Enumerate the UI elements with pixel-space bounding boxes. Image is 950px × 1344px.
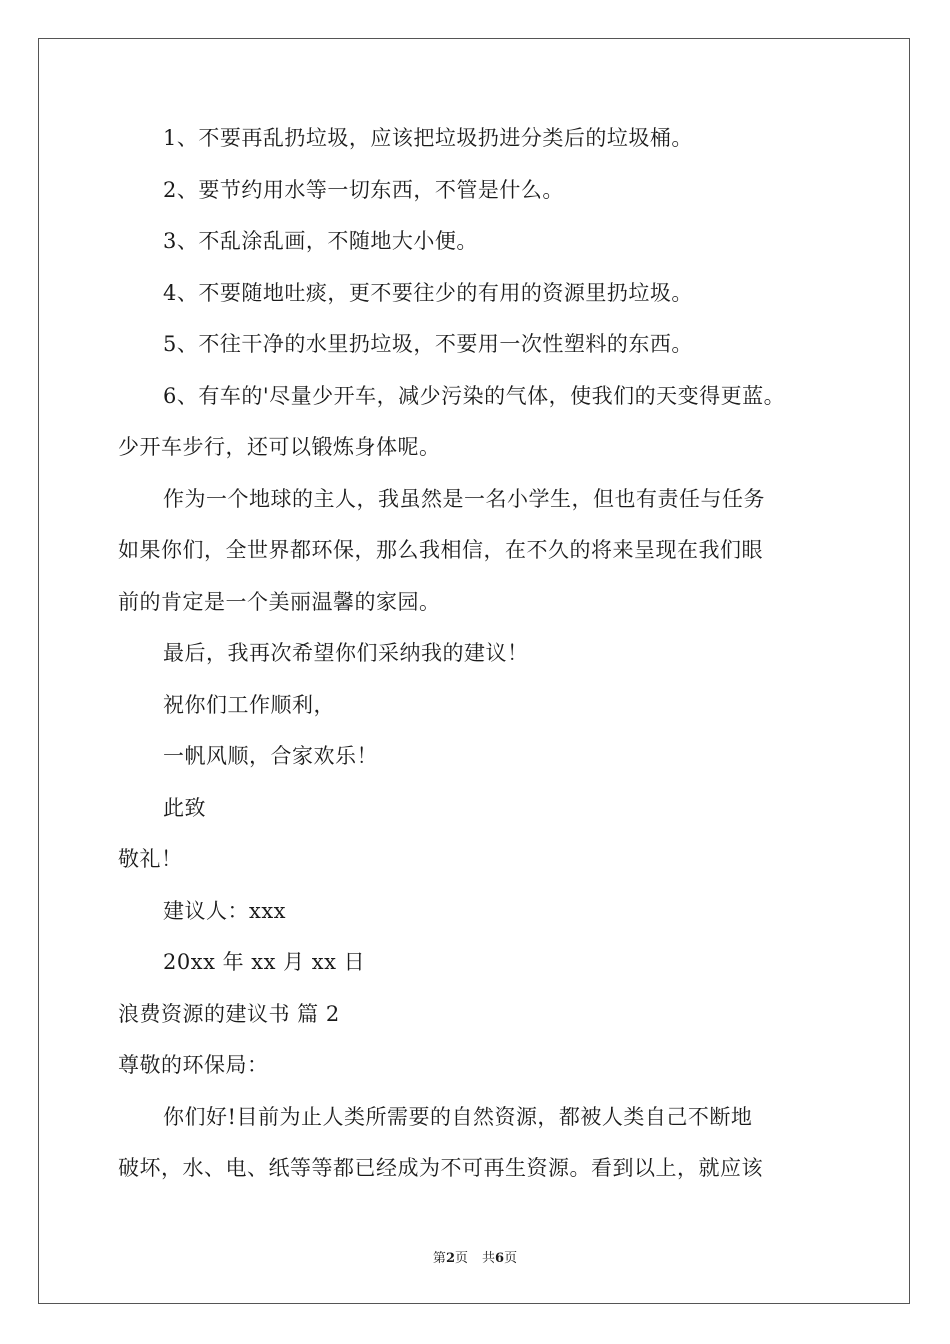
text-line: 前的肯定是一个美丽温馨的家园。 [118,589,441,614]
document-body [118,126,838,1208]
page-total: 6 [495,1251,505,1266]
page-footer [0,1247,950,1266]
text-line: 你们好!目前为止人类所需要的自然资源，都被人类自己不断地 [163,1104,753,1129]
text-line: 3、不乱涂乱画，不随地大小便。 [163,229,478,253]
text-line: 一帆风顺，合家欢乐！ [163,744,378,768]
text-line: 破坏，水、电、纸等等都已经成为不可再生资源。看到以上，就应该 [118,1156,763,1180]
section-heading: 浪费资源的建议书 篇 2 [118,1001,340,1026]
total-prefix: 共 [482,1251,496,1266]
date-line: 20xx 年 xx 月 xx 日 [163,950,366,974]
text-line: 祝你们工作顺利， [163,692,335,717]
text-line: 4、不要随地吐痰，更不要往少的有用的资源里扔垃圾。 [163,280,693,305]
text-line: 1、不要再乱扔垃圾，应该把垃圾扔进分类后的垃圾桶。 [163,126,693,150]
text-line: 5、不往干净的水里扔垃圾，不要用一次性塑料的东西。 [163,332,693,356]
page-suffix: 页 [454,1251,468,1266]
page-current: 2 [445,1251,455,1266]
text-line: 最后，我再次希望你们采纳我的建议！ [163,641,529,665]
closing-respect: 敬礼！ [118,847,183,871]
signature-line: 建议人：xxx [163,898,287,923]
text-line: 作为一个地球的主人，我虽然是一名小学生，但也有责任与任务 [163,486,765,511]
text-line: 2、要节约用水等一切东西，不管是什么。 [163,177,564,202]
text-line: 如果你们，全世界都环保，那么我相信，在不久的将来呈现在我们眼 [118,538,763,562]
closing-salutation: 此致 [163,795,206,820]
text-line: 少开车步行，还可以锻炼身体呢。 [118,435,441,459]
total-suffix: 页 [504,1251,518,1266]
text-line: 6、有车的'尽量少开车，减少污染的气体，使我们的天变得更蓝。 [163,383,786,408]
page-prefix: 第 [432,1251,446,1266]
recipient-line: 尊敬的环保局： [118,1053,269,1077]
